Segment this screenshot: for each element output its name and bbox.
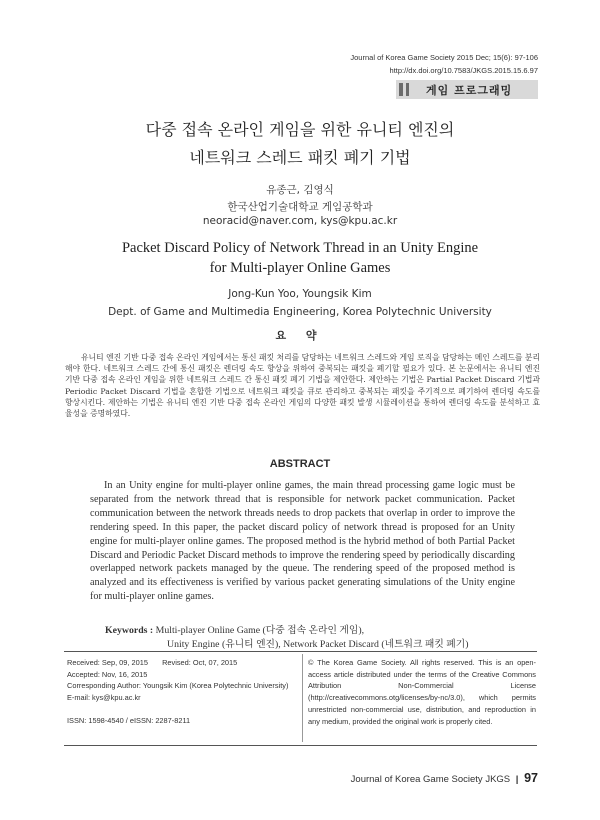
journal-citation: Journal of Korea Game Society 2015 Dec; 15(6): 97-106: [350, 53, 538, 62]
korean-abstract-body: 유니티 엔진 기반 다중 접속 온라인 게임에서는 통신 패킷 처리를 담당하는 네트워크 스레드와 게임 로직을 담당하는 메인 스레드를 분리해야 한다. 네트워크 스레드 간에 통신 패킷은 렌더링 속도 향상을 위하여 중복되는 패킷을 폐기할 필요가 있다. 본 논문에서는 유니티 엔진 기반 다중 접속 온라인 게임을 위한 네트워크 스레드 간 통신 패킷 폐기 기법을 제안한다. 제안하는 기법은 Partial Packet Discard 기법과 Periodic Packet Discard 기법을 혼합한 기법으로 네트워크 패킷을 큐로 관리하고 중복되는 패킷을 주기적으로 폐기하여 렌더링 속도를 향상시킨다. 제안하는 기법은 유니티 엔진 기반 다중 접속 온라인 게임의 다양한 패킷 발생 시뮬레이션을 통하여 렌더링 속도를 분석하고 효율성을 증명하였다.: [65, 353, 540, 419]
divider: [64, 745, 537, 746]
korean-title-line: 다중 접속 온라인 게임을 위한 유니티 엔진의: [145, 120, 455, 139]
page-number: 97: [524, 771, 538, 785]
author-emails: neoracid@naver.com, kys@kpu.ac.kr: [202, 215, 398, 227]
korean-affiliation: 한국산업기술대학교 게임공학과: [227, 201, 373, 213]
english-title-line: for Multi-player Online Games: [209, 260, 391, 276]
license-notice: © The Korea Game Society. All rights reserved. This is an open-access article distributed under the terms of the Creative Commons Attribution Non-Commercial License (http://creativecommons.otg/licenses/by-nc/3.0), which permits unrestricted non-commercial use, distribution, and reproduction in any medium, provided the original work is properly cited.: [308, 658, 536, 726]
received-date: Received: Sep, 09, 2015: [67, 658, 148, 667]
revised-date: Revised: Oct, 07, 2015: [162, 658, 238, 667]
keywords-line: Multi-player Online Game (다중 접속 온라인 게임),: [155, 625, 365, 636]
korean-title-line: 네트워크 스레드 패킷 폐기 기법: [189, 148, 411, 167]
english-abstract-body: In an Unity engine for multi-player online games, the main thread processing game logic must be separated from the network thread that is responsible for network packet communication. Packet communication between the network threads needs to drop packets that overlap in order to improve the rendering speed. In this paper, the packet discard policy of network thread is proposed for an Unity engine for multi-player online games. The proposed method is the hybrid method of both Partial Packet Discard and Periodic Packet Discard methods to improve the rendering speed by periodically discarding overlapped network packets managed by the queue. The rendering speed of the proposed method is analyzed and its effectiveness is verified by various packet generating simulations of the Unity engine for multi-player online games.: [90, 480, 515, 603]
english-title: [0, 238, 600, 278]
category-label: 게임 프로그래밍: [426, 84, 513, 97]
page-footer: [351, 771, 538, 785]
date-row: [67, 657, 299, 669]
keywords: [105, 624, 469, 652]
abstract-heading: ABSTRACT: [269, 458, 331, 470]
column-divider: [302, 654, 303, 742]
korean-authors: 유종근, 김영식: [266, 184, 334, 196]
footer-journal: Journal of Korea Game Society JKGS: [350, 774, 511, 785]
keywords-line: Unity Engine (유니티 엔진), Network Packet Discard (네트워크 패킷 폐기): [167, 639, 469, 650]
category-banner: [396, 80, 538, 99]
divider: [64, 651, 537, 652]
english-title-line: Packet Discard Policy of Network Thread in an Unity Engine: [121, 240, 479, 256]
corresponding-author: Corresponding Author: Youngsik Kim (Korea Polytechnic University): [67, 681, 289, 691]
english-authors: Jong-Kun Yoo, Youngsik Kim: [228, 288, 372, 300]
banner-mark: [406, 83, 409, 96]
article-history: [67, 657, 299, 727]
footer-separator: |: [515, 774, 519, 785]
banner-mark: [399, 83, 403, 96]
issn: ISSN: 1598-4540 / eISSN: 2287-8211: [67, 716, 191, 726]
doi-link[interactable]: http://dx.doi.org/10.7583/JKGS.2015.15.6.97: [389, 66, 538, 75]
english-affiliation: Dept. of Game and Multimedia Engineering, Korea Polytechnic University: [108, 306, 492, 318]
keywords-label: Keywords :: [105, 625, 154, 636]
accepted-date: Accepted: Nov, 16, 2015: [67, 669, 148, 679]
korean-abstract-heading: 요 약: [275, 329, 325, 342]
corresponding-email[interactable]: E-mail: kys@kpu.ac.kr: [67, 692, 141, 702]
korean-title: [0, 119, 600, 169]
